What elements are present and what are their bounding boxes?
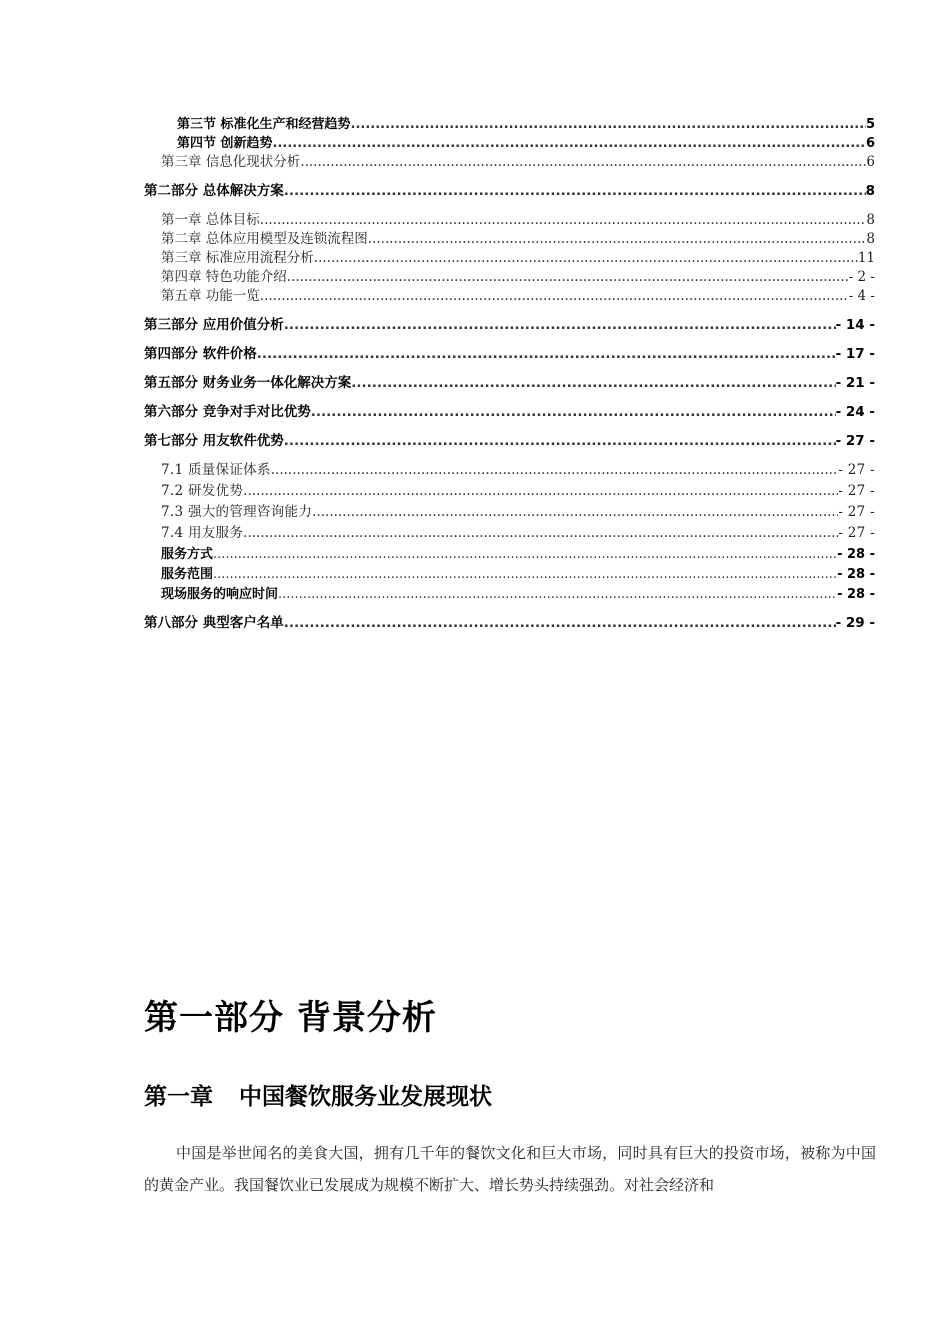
toc-entry-page: - 27 -: [838, 504, 875, 520]
toc-entry-page: - 24 -: [835, 404, 875, 420]
toc-entry-title: 第四节 创新趋势: [177, 136, 273, 151]
toc-leader-dots: [273, 134, 866, 153]
toc-entry-page: - 27 -: [838, 483, 875, 499]
body-paragraph: 中国是举世闻名的美食大国，拥有几千年的餐饮文化和巨大市场，同时具有巨大的投资市场，被称为中国的黄金产业。我国餐饮业已发展成为规模不断扩大、增长势头持续强劲。对社会经济和: [144, 1144, 876, 1194]
toc-entry[interactable]: [144, 482, 875, 501]
toc-entry-page: - 2 -: [848, 269, 875, 285]
toc-entry-title: 7.1 质量保证体系: [161, 462, 271, 478]
toc-entry[interactable]: [144, 461, 875, 480]
toc-entry-title: 第一章 总体目标: [161, 212, 260, 228]
toc-leader-dots: [312, 503, 838, 522]
toc-entry-page: 8: [866, 212, 875, 228]
toc-entry[interactable]: [144, 153, 875, 172]
toc-leader-dots: [287, 268, 849, 287]
toc-leader-dots: [284, 316, 836, 335]
toc-entry[interactable]: [144, 230, 875, 249]
toc-entry[interactable]: [144, 374, 875, 393]
toc-entry[interactable]: [144, 115, 875, 134]
toc-entry[interactable]: [144, 585, 875, 604]
toc-entry-page: 8: [865, 183, 875, 199]
toc-entry-page: - 21 -: [835, 375, 875, 391]
toc-entry-page: 11: [857, 250, 875, 266]
toc-entry[interactable]: [144, 287, 875, 306]
toc-leader-dots: [351, 374, 835, 393]
toc-leader-dots: [278, 585, 837, 604]
toc-leader-dots: [243, 482, 838, 501]
toc-leader-dots: [351, 115, 866, 134]
toc-entry-title: 第四章 特色功能介绍: [161, 269, 287, 285]
toc-entry-title: 现场服务的响应时间: [161, 587, 279, 602]
toc-entry-title: 第八部分 典型客户名单: [144, 615, 284, 631]
table-of-contents: [144, 115, 875, 633]
toc-entry-page: - 28 -: [837, 587, 875, 602]
toc-leader-dots: [314, 249, 858, 268]
toc-entry[interactable]: [144, 268, 875, 287]
toc-leader-dots: [284, 614, 836, 633]
toc-entry[interactable]: [144, 503, 875, 522]
toc-entry[interactable]: [144, 316, 875, 335]
toc-entry-title: 第四部分 软件价格: [144, 346, 257, 362]
toc-leader-dots: [243, 524, 838, 543]
chapter-number: 第一章: [144, 1084, 213, 1110]
toc-entry[interactable]: [144, 182, 875, 201]
toc-entry-title: 第五章 功能一览: [161, 288, 260, 304]
toc-entry-page: - 28 -: [837, 567, 875, 582]
toc-leader-dots: [213, 545, 837, 564]
toc-leader-dots: [368, 230, 867, 249]
toc-entry[interactable]: [144, 134, 875, 153]
toc-entry-title: 第七部分 用友软件优势: [144, 433, 284, 449]
toc-entry-title: 第三部分 应用价值分析: [144, 317, 284, 333]
toc-leader-dots: [260, 211, 867, 230]
toc-entry[interactable]: [144, 345, 875, 364]
toc-entry-page: - 28 -: [837, 547, 875, 562]
toc-entry[interactable]: [144, 524, 875, 543]
toc-entry[interactable]: [144, 403, 875, 422]
toc-entry-title: 第三章 信息化现状分析: [161, 154, 301, 170]
toc-entry[interactable]: [144, 432, 875, 451]
toc-entry-page: 5: [865, 117, 875, 132]
toc-entry-page: - 4 -: [848, 288, 875, 304]
toc-leader-dots: [284, 182, 866, 201]
toc-leader-dots: [271, 461, 839, 480]
toc-entry-page: 6: [865, 136, 875, 151]
toc-entry-page: - 27 -: [835, 433, 875, 449]
toc-entry-page: 8: [866, 231, 875, 247]
toc-entry-page: - 29 -: [835, 615, 875, 631]
toc-entry-title: 第三节 标准化生产和经营趋势: [177, 117, 351, 132]
toc-entry-title: 7.4 用友服务: [161, 525, 244, 541]
toc-entry-title: 第六部分 竞争对手对比优势: [144, 404, 311, 420]
toc-leader-dots: [257, 345, 836, 364]
toc-entry[interactable]: [144, 565, 875, 584]
toc-leader-dots: [213, 565, 837, 584]
toc-entry-title: 第三章 标准应用流程分析: [161, 250, 314, 266]
toc-entry-title: 7.3 强大的管理咨询能力: [161, 504, 313, 520]
toc-entry-title: 第二部分 总体解决方案: [144, 183, 284, 199]
toc-entry[interactable]: [144, 211, 875, 230]
toc-entry-page: - 14 -: [835, 317, 875, 333]
toc-leader-dots: [284, 432, 836, 451]
toc-entry-title: 第五部分 财务业务一体化解决方案: [144, 375, 352, 391]
toc-entry[interactable]: [144, 249, 875, 268]
part-heading: 第一部分 背景分析: [144, 998, 437, 1038]
toc-entry-title: 第二章 总体应用模型及连锁流程图: [161, 231, 368, 247]
toc-leader-dots: [311, 403, 836, 422]
chapter-heading: [144, 1078, 492, 1111]
toc-entry-title: 7.2 研发优势: [161, 483, 244, 499]
toc-leader-dots: [260, 287, 849, 306]
toc-entry[interactable]: [144, 614, 875, 633]
toc-entry-page: 6: [866, 154, 875, 170]
chapter-title: 中国餐饮服务业发展现状: [239, 1084, 492, 1110]
toc-entry-title: 服务方式: [161, 547, 214, 562]
toc-entry[interactable]: [144, 545, 875, 564]
toc-entry-page: - 27 -: [838, 462, 875, 478]
toc-entry-page: - 27 -: [838, 525, 875, 541]
toc-entry-page: - 17 -: [835, 346, 875, 362]
toc-entry-title: 服务范围: [161, 567, 214, 582]
toc-leader-dots: [300, 153, 866, 172]
